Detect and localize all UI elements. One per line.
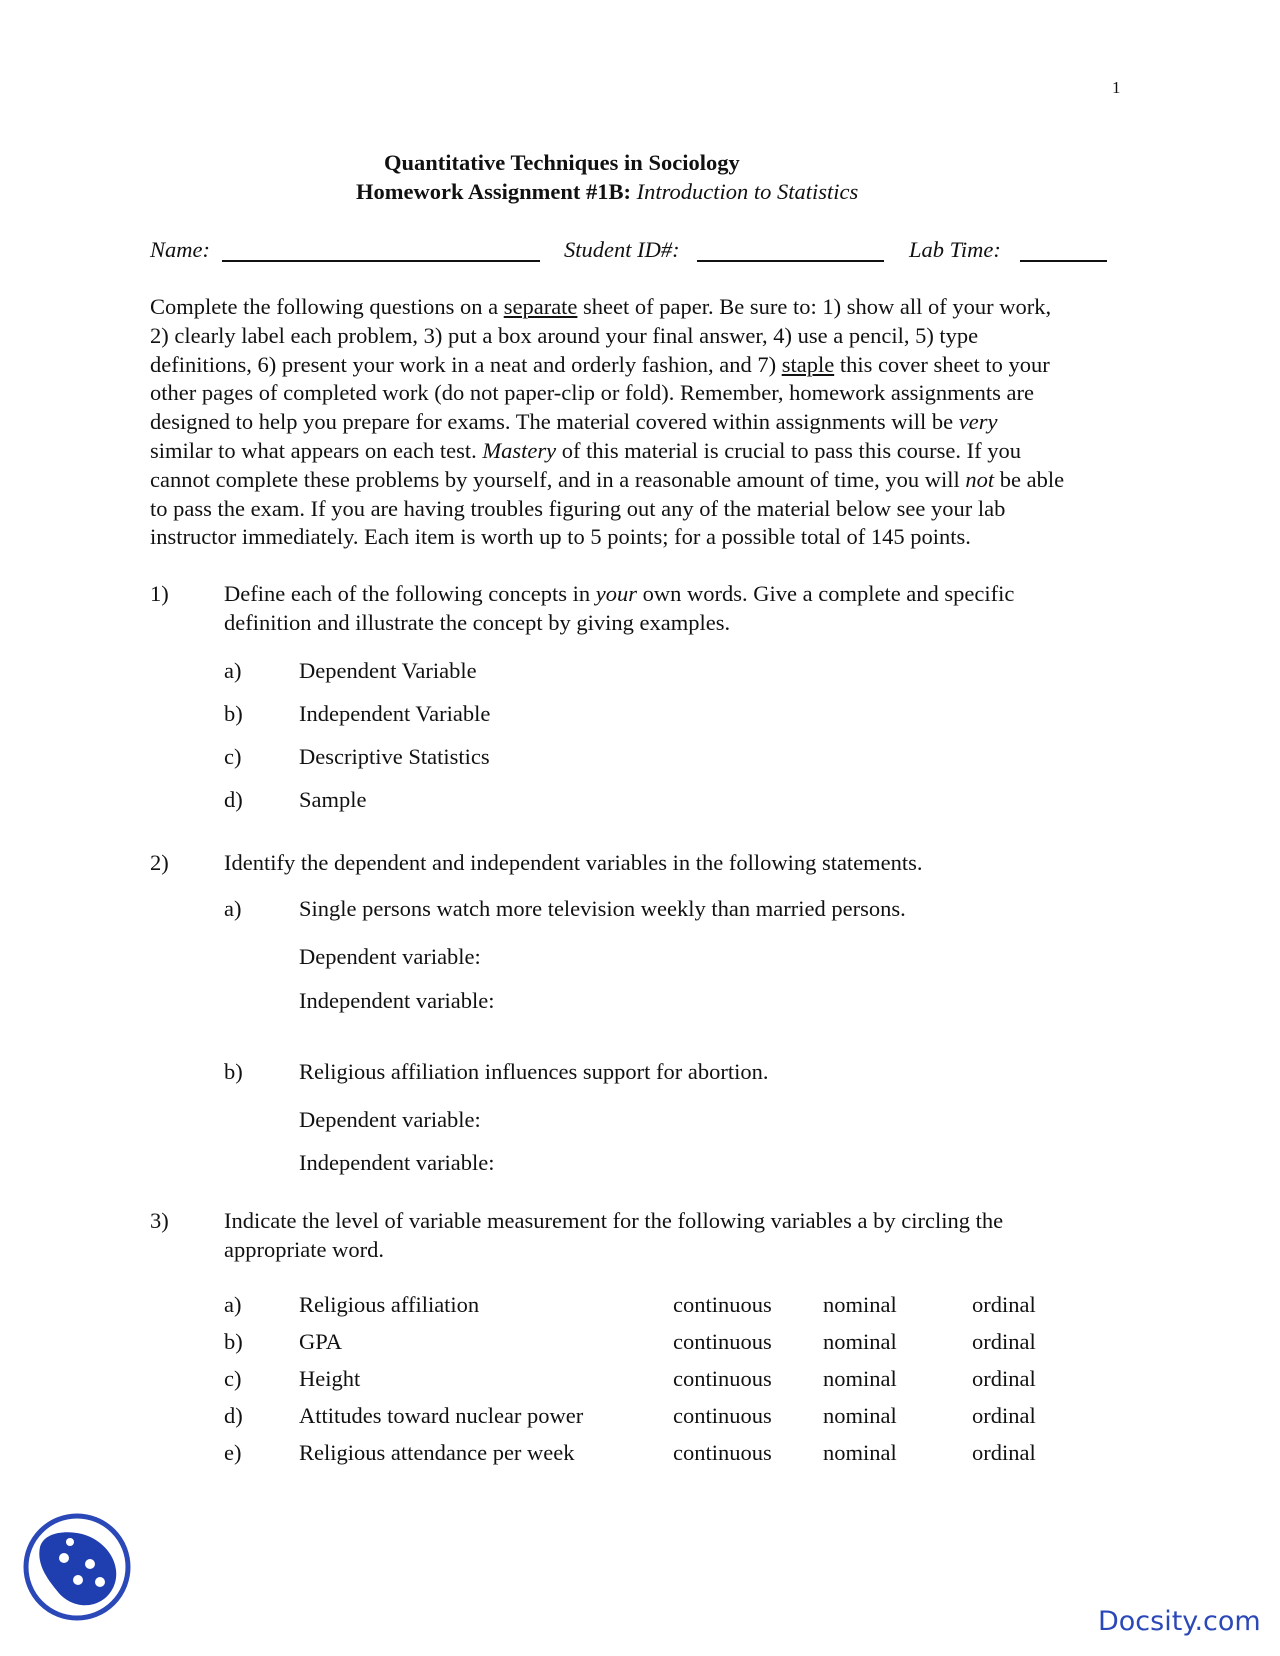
assignment-label: Homework Assignment #1B: xyxy=(356,179,631,204)
instructions-text: to pass the exam. If you are having troubles figuring out any of the material below see your lab xyxy=(150,495,1006,521)
question-1-item: Sample xyxy=(299,787,367,812)
lab-time-blank-line xyxy=(1020,260,1107,262)
question-1-item: Descriptive Statistics xyxy=(299,744,490,769)
question-2-statement: Religious affiliation influences support for abortion. xyxy=(299,1059,769,1084)
student-id-blank-line xyxy=(697,260,884,262)
question-text: own words. Give a complete and specific xyxy=(637,581,1015,606)
instructions-emphasis: separate xyxy=(503,294,578,319)
instructions-text: similar to what appears on each test. xyxy=(150,437,483,463)
question-1-item-letter: b) xyxy=(224,701,243,726)
docsity-watermark-text[interactable]: Docsity.com xyxy=(1098,1606,1261,1637)
course-title: Quantitative Techniques in Sociology xyxy=(384,150,740,175)
question-3-item-letter: d) xyxy=(224,1403,243,1428)
instructions-emphasis: not xyxy=(965,466,995,492)
question-1-item-letter: d) xyxy=(224,787,243,812)
instructions-text: Complete the following questions on a xyxy=(150,294,504,319)
question-3-text: Indicate the level of variable measurement for the following variables a by circling the xyxy=(224,1208,1004,1233)
instructions-text: be able xyxy=(994,466,1065,492)
question-3-variable: Religious affiliation xyxy=(299,1292,480,1317)
instructions-text: of this material is crucial to pass this course. If you xyxy=(556,437,1022,463)
question-emphasis: your xyxy=(595,581,637,606)
option-continuous[interactable]: continuous xyxy=(673,1292,772,1317)
option-ordinal[interactable]: ordinal xyxy=(972,1440,1036,1465)
question-3-item-letter: e) xyxy=(224,1440,242,1465)
student-id-label: Student ID#: xyxy=(564,237,680,262)
question-3-item-letter: b) xyxy=(224,1329,243,1354)
option-nominal[interactable]: nominal xyxy=(823,1366,897,1391)
independent-variable-label: Independent variable: xyxy=(299,988,495,1013)
option-nominal[interactable]: nominal xyxy=(823,1329,897,1354)
instructions-text: designed to help you prepare for exams. The material covered within assignments will be xyxy=(150,409,959,435)
docsity-logo-icon xyxy=(22,1512,132,1622)
instructions-emphasis: very xyxy=(958,409,998,435)
page-number: 1 xyxy=(1112,78,1121,97)
instructions-text: sheet of paper. Be sure to: 1) show all of your work, xyxy=(577,294,1052,319)
question-1-number: 1) xyxy=(150,581,169,606)
option-continuous[interactable]: continuous xyxy=(673,1366,772,1391)
question-2-text: Identify the dependent and independent variables in the following statements. xyxy=(224,850,923,875)
question-3-variable: GPA xyxy=(299,1329,342,1354)
name-label: Name: xyxy=(150,237,210,262)
question-1-item-letter: a) xyxy=(224,658,242,683)
option-ordinal[interactable]: ordinal xyxy=(972,1366,1036,1391)
question-3-variable: Height xyxy=(299,1366,361,1391)
question-1-item: Independent Variable xyxy=(299,701,491,726)
option-nominal[interactable]: nominal xyxy=(823,1440,897,1465)
option-nominal[interactable]: nominal xyxy=(823,1292,897,1317)
option-continuous[interactable]: continuous xyxy=(673,1329,772,1354)
question-1-item: Dependent Variable xyxy=(299,658,477,683)
question-3-variable: Attitudes toward nuclear power xyxy=(299,1403,584,1428)
instructions-text: 2) clearly label each problem, 3) put a box around your final answer, 4) use a pencil, 5) type xyxy=(150,322,979,348)
question-1-text xyxy=(224,583,1014,606)
question-3-variable: Religious attendance per week xyxy=(299,1440,575,1465)
independent-variable-label: Independent variable: xyxy=(299,1150,495,1175)
question-2-item-letter: a) xyxy=(224,896,242,921)
lab-time-label: Lab Time: xyxy=(909,237,1001,262)
instructions-paragraph xyxy=(150,293,1180,552)
instructions-text: definitions, 6) present your work in a neat and orderly fashion, and 7) xyxy=(150,351,782,377)
option-ordinal[interactable]: ordinal xyxy=(972,1329,1036,1354)
option-continuous[interactable]: continuous xyxy=(673,1440,772,1465)
question-3-number: 3) xyxy=(150,1208,169,1233)
assignment-subtitle: Introduction to Statistics xyxy=(636,179,859,204)
question-2-number: 2) xyxy=(150,850,169,875)
question-2-item-letter: b) xyxy=(224,1059,243,1084)
question-1-item-letter: c) xyxy=(224,744,242,769)
option-ordinal[interactable]: ordinal xyxy=(972,1403,1036,1428)
dependent-variable-label: Dependent variable: xyxy=(299,944,481,969)
instructions-text: instructor immediately. Each item is worth up to 5 points; for a possible total of 145 points. xyxy=(150,524,971,550)
instructions-text: cannot complete these problems by yourself, and in a reasonable amount of time, you will xyxy=(150,466,966,492)
assignment-title xyxy=(356,181,858,204)
question-2-statement: Single persons watch more television weekly than married persons. xyxy=(299,896,906,921)
instructions-text: other pages of completed work (do not paper-clip or fold). Remember, homework assignments are xyxy=(150,380,1035,406)
dependent-variable-label: Dependent variable: xyxy=(299,1107,481,1132)
question-3-item-letter: c) xyxy=(224,1366,242,1391)
option-continuous[interactable]: continuous xyxy=(673,1403,772,1428)
name-blank-line xyxy=(222,260,540,262)
question-3-text-line-2: appropriate word. xyxy=(224,1237,384,1262)
question-1-text-line-2: definition and illustrate the concept by giving examples. xyxy=(224,610,731,635)
question-text: Define each of the following concepts in xyxy=(224,581,596,606)
instructions-text: this cover sheet to your xyxy=(834,351,1050,377)
option-ordinal[interactable]: ordinal xyxy=(972,1292,1036,1317)
instructions-emphasis: Mastery xyxy=(482,437,557,463)
option-nominal[interactable]: nominal xyxy=(823,1403,897,1428)
instructions-emphasis: staple xyxy=(781,351,835,377)
question-3-item-letter: a) xyxy=(224,1292,242,1317)
